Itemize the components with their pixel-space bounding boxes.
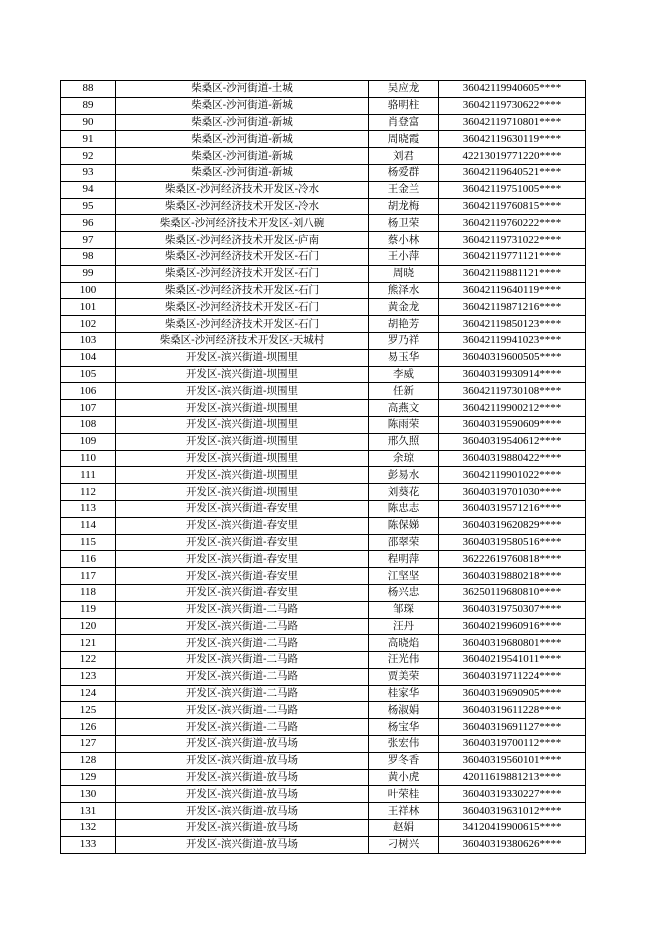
row-number: 108 — [61, 416, 116, 433]
area-cell: 柴桑区-沙河经济技术开发区-石门 — [116, 316, 369, 333]
table-row — [61, 198, 586, 215]
id-number-cell: 36040319930914**** — [439, 366, 586, 383]
row-number: 131 — [61, 803, 116, 820]
name-cell: 刁树兴 — [369, 836, 439, 853]
area-cell: 开发区-滨兴街道-春安里 — [116, 584, 369, 601]
id-number-cell: 36040319750307**** — [439, 601, 586, 618]
area-cell: 开发区-滨兴街道-春安里 — [116, 517, 369, 534]
table-row — [61, 719, 586, 736]
data-table — [60, 80, 586, 854]
name-cell: 易玉华 — [369, 349, 439, 366]
row-number: 115 — [61, 534, 116, 551]
name-cell: 刘君 — [369, 148, 439, 165]
name-cell: 邵翠荣 — [369, 534, 439, 551]
area-cell: 开发区-滨兴街道-放马场 — [116, 836, 369, 853]
id-number-cell: 36040319701030**** — [439, 484, 586, 501]
name-cell: 王金兰 — [369, 181, 439, 198]
table-row — [61, 467, 586, 484]
table-row — [61, 517, 586, 534]
name-cell: 江坚坚 — [369, 568, 439, 585]
table-row — [61, 702, 586, 719]
id-number-cell: 36042119850123**** — [439, 316, 586, 333]
table-row — [61, 736, 586, 753]
area-cell: 开发区-滨兴街道-坝围里 — [116, 349, 369, 366]
name-cell: 吴应龙 — [369, 81, 439, 98]
table-row — [61, 332, 586, 349]
area-cell: 柴桑区-沙河经济技术开发区-冷水 — [116, 181, 369, 198]
id-number-cell: 36042119900212**** — [439, 400, 586, 417]
area-cell: 柴桑区-沙河经济技术开发区-石门 — [116, 299, 369, 316]
id-number-cell: 36042119710801**** — [439, 114, 586, 131]
id-number-cell: 36042119901022**** — [439, 467, 586, 484]
name-cell: 陈雨荣 — [369, 416, 439, 433]
name-cell: 蔡小林 — [369, 232, 439, 249]
name-cell: 杨兴忠 — [369, 584, 439, 601]
table-row — [61, 685, 586, 702]
area-cell: 柴桑区-沙河经济技术开发区-冷水 — [116, 198, 369, 215]
area-cell: 柴桑区-沙河经济技术开发区-石门 — [116, 282, 369, 299]
id-number-cell: 36040319690905**** — [439, 685, 586, 702]
area-cell: 柴桑区-沙河经济技术开发区-天城村 — [116, 332, 369, 349]
name-cell: 罗乃祥 — [369, 332, 439, 349]
table-row — [61, 551, 586, 568]
row-number: 109 — [61, 433, 116, 450]
name-cell: 黄金龙 — [369, 299, 439, 316]
table-row — [61, 164, 586, 181]
id-number-cell: 36040319631012**** — [439, 803, 586, 820]
row-number: 122 — [61, 652, 116, 669]
area-cell: 开发区-滨兴街道-坝围里 — [116, 433, 369, 450]
row-number: 117 — [61, 568, 116, 585]
row-number: 111 — [61, 467, 116, 484]
name-cell: 贾美荣 — [369, 668, 439, 685]
table-row — [61, 584, 586, 601]
table-row — [61, 282, 586, 299]
table-row — [61, 416, 586, 433]
id-number-cell: 36042119940605**** — [439, 81, 586, 98]
area-cell: 开发区-滨兴街道-放马场 — [116, 803, 369, 820]
name-cell: 叶荣桂 — [369, 786, 439, 803]
area-cell: 柴桑区-沙河经济技术开发区-刘八碗 — [116, 215, 369, 232]
area-cell: 开发区-滨兴街道-坝围里 — [116, 450, 369, 467]
name-cell: 程明萍 — [369, 551, 439, 568]
row-number: 95 — [61, 198, 116, 215]
row-number: 92 — [61, 148, 116, 165]
area-cell: 开发区-滨兴街道-坝围里 — [116, 383, 369, 400]
row-number: 128 — [61, 752, 116, 769]
table-row — [61, 652, 586, 669]
id-number-cell: 36040319680801**** — [439, 635, 586, 652]
area-cell: 开发区-滨兴街道-坝围里 — [116, 467, 369, 484]
id-number-cell: 36040319880422**** — [439, 450, 586, 467]
table-row — [61, 433, 586, 450]
name-cell: 汪丹 — [369, 618, 439, 635]
name-cell: 高燕文 — [369, 400, 439, 417]
table-row — [61, 366, 586, 383]
name-cell: 邹琛 — [369, 601, 439, 618]
name-cell: 陈保娣 — [369, 517, 439, 534]
name-cell: 王祥林 — [369, 803, 439, 820]
row-number: 118 — [61, 584, 116, 601]
row-number: 125 — [61, 702, 116, 719]
id-number-cell: 36042119730108**** — [439, 383, 586, 400]
id-number-cell: 36042119731022**** — [439, 232, 586, 249]
row-number: 97 — [61, 232, 116, 249]
table-row — [61, 820, 586, 837]
id-number-cell: 36042119630119**** — [439, 131, 586, 148]
name-cell: 陈忠志 — [369, 500, 439, 517]
id-number-cell: 36040319611228**** — [439, 702, 586, 719]
name-cell: 杨淑娟 — [369, 702, 439, 719]
name-cell: 刘葵花 — [369, 484, 439, 501]
name-cell: 汪光伟 — [369, 652, 439, 669]
id-number-cell: 36042119760815**** — [439, 198, 586, 215]
row-number: 113 — [61, 500, 116, 517]
id-number-cell: 36042119941023**** — [439, 332, 586, 349]
id-number-cell: 36042119640119**** — [439, 282, 586, 299]
table-row — [61, 114, 586, 131]
table-row — [61, 265, 586, 282]
id-number-cell: 36040319880218**** — [439, 568, 586, 585]
area-cell: 开发区-滨兴街道-二马路 — [116, 702, 369, 719]
area-cell: 开发区-滨兴街道-放马场 — [116, 786, 369, 803]
row-number: 106 — [61, 383, 116, 400]
name-cell: 张宏伟 — [369, 736, 439, 753]
table-row — [61, 383, 586, 400]
area-cell: 开发区-滨兴街道-二马路 — [116, 635, 369, 652]
table-row — [61, 635, 586, 652]
table-row — [61, 349, 586, 366]
table-row — [61, 568, 586, 585]
row-number: 126 — [61, 719, 116, 736]
id-number-cell: 36250119680810**** — [439, 584, 586, 601]
id-number-cell: 36040319700112**** — [439, 736, 586, 753]
area-cell: 开发区-滨兴街道-春安里 — [116, 551, 369, 568]
row-number: 96 — [61, 215, 116, 232]
id-number-cell: 36042119751005**** — [439, 181, 586, 198]
row-number: 127 — [61, 736, 116, 753]
name-cell: 彭易水 — [369, 467, 439, 484]
row-number: 88 — [61, 81, 116, 98]
table-row — [61, 131, 586, 148]
area-cell: 开发区-滨兴街道-春安里 — [116, 534, 369, 551]
table-row — [61, 500, 586, 517]
row-number: 119 — [61, 601, 116, 618]
id-number-cell: 36040219960916**** — [439, 618, 586, 635]
id-number-cell: 36040319620829**** — [439, 517, 586, 534]
row-number: 105 — [61, 366, 116, 383]
name-cell: 熊泽水 — [369, 282, 439, 299]
table-row — [61, 534, 586, 551]
id-number-cell: 36040319691127**** — [439, 719, 586, 736]
table-row — [61, 181, 586, 198]
name-cell: 桂家华 — [369, 685, 439, 702]
row-number: 89 — [61, 97, 116, 114]
row-number: 100 — [61, 282, 116, 299]
row-number: 120 — [61, 618, 116, 635]
row-number: 98 — [61, 248, 116, 265]
row-number: 90 — [61, 114, 116, 131]
id-number-cell: 36040319330227**** — [439, 786, 586, 803]
id-number-cell: 36040319571216**** — [439, 500, 586, 517]
row-number: 132 — [61, 820, 116, 837]
table-row — [61, 232, 586, 249]
name-cell: 杨爱群 — [369, 164, 439, 181]
row-number: 103 — [61, 332, 116, 349]
area-cell: 开发区-滨兴街道-放马场 — [116, 752, 369, 769]
row-number: 121 — [61, 635, 116, 652]
table-row — [61, 786, 586, 803]
row-number: 123 — [61, 668, 116, 685]
row-number: 91 — [61, 131, 116, 148]
name-cell: 骆明柱 — [369, 97, 439, 114]
id-number-cell: 36042119730622**** — [439, 97, 586, 114]
name-cell: 周晓霞 — [369, 131, 439, 148]
row-number: 99 — [61, 265, 116, 282]
area-cell: 柴桑区-沙河街道-土城 — [116, 81, 369, 98]
area-cell: 开发区-滨兴街道-放马场 — [116, 736, 369, 753]
table-row — [61, 400, 586, 417]
name-cell: 余琼 — [369, 450, 439, 467]
table-row — [61, 601, 586, 618]
area-cell: 柴桑区-沙河经济技术开发区-庐南 — [116, 232, 369, 249]
id-number-cell: 36040319580516**** — [439, 534, 586, 551]
table-row — [61, 97, 586, 114]
name-cell: 杨卫荣 — [369, 215, 439, 232]
name-cell: 黄小虎 — [369, 769, 439, 786]
name-cell: 胡龙梅 — [369, 198, 439, 215]
table-row — [61, 299, 586, 316]
row-number: 107 — [61, 400, 116, 417]
table-row — [61, 81, 586, 98]
area-cell: 开发区-滨兴街道-坝围里 — [116, 416, 369, 433]
area-cell: 开发区-滨兴街道-二马路 — [116, 652, 369, 669]
id-number-cell: 36042119771121**** — [439, 248, 586, 265]
table-row — [61, 836, 586, 853]
id-number-cell: 36040319600505**** — [439, 349, 586, 366]
area-cell: 开发区-滨兴街道-坝围里 — [116, 484, 369, 501]
area-cell: 开发区-滨兴街道-二马路 — [116, 618, 369, 635]
name-cell: 胡艳芳 — [369, 316, 439, 333]
table-row — [61, 484, 586, 501]
table-row — [61, 769, 586, 786]
id-number-cell: 36040319560101**** — [439, 752, 586, 769]
id-number-cell: 36042119871216**** — [439, 299, 586, 316]
row-number: 104 — [61, 349, 116, 366]
row-number: 93 — [61, 164, 116, 181]
row-number: 110 — [61, 450, 116, 467]
id-number-cell: 36042119640521**** — [439, 164, 586, 181]
table-row — [61, 803, 586, 820]
area-cell: 柴桑区-沙河街道-新城 — [116, 131, 369, 148]
area-cell: 开发区-滨兴街道-坝围里 — [116, 366, 369, 383]
area-cell: 开发区-滨兴街道-二马路 — [116, 668, 369, 685]
area-cell: 柴桑区-沙河经济技术开发区-石门 — [116, 265, 369, 282]
name-cell: 高晓焰 — [369, 635, 439, 652]
id-number-cell: 36042119881121**** — [439, 265, 586, 282]
area-cell: 开发区-滨兴街道-二马路 — [116, 685, 369, 702]
name-cell: 王小萍 — [369, 248, 439, 265]
area-cell: 开发区-滨兴街道-坝围里 — [116, 400, 369, 417]
id-number-cell: 36040319540612**** — [439, 433, 586, 450]
table-row — [61, 148, 586, 165]
name-cell: 李威 — [369, 366, 439, 383]
id-number-cell: 36040319590609**** — [439, 416, 586, 433]
id-number-cell: 42011619881213**** — [439, 769, 586, 786]
row-number: 124 — [61, 685, 116, 702]
id-number-cell: 36040319380626**** — [439, 836, 586, 853]
row-number: 114 — [61, 517, 116, 534]
row-number: 130 — [61, 786, 116, 803]
id-number-cell: 34120419900615**** — [439, 820, 586, 837]
table-body — [61, 81, 586, 854]
area-cell: 开发区-滨兴街道-二马路 — [116, 719, 369, 736]
name-cell: 赵娟 — [369, 820, 439, 837]
id-number-cell: 36042119760222**** — [439, 215, 586, 232]
id-number-cell: 36040219541011**** — [439, 652, 586, 669]
area-cell: 开发区-滨兴街道-放马场 — [116, 769, 369, 786]
row-number: 116 — [61, 551, 116, 568]
row-number: 101 — [61, 299, 116, 316]
row-number: 102 — [61, 316, 116, 333]
table-row — [61, 215, 586, 232]
table-row — [61, 752, 586, 769]
area-cell: 开发区-滨兴街道-春安里 — [116, 568, 369, 585]
area-cell: 开发区-滨兴街道-春安里 — [116, 500, 369, 517]
area-cell: 开发区-滨兴街道-放马场 — [116, 820, 369, 837]
row-number: 129 — [61, 769, 116, 786]
id-number-cell: 42213019771220**** — [439, 148, 586, 165]
name-cell: 肖登富 — [369, 114, 439, 131]
table-row — [61, 450, 586, 467]
row-number: 112 — [61, 484, 116, 501]
table-row — [61, 618, 586, 635]
id-number-cell: 36222619760818**** — [439, 551, 586, 568]
area-cell: 柴桑区-沙河街道-新城 — [116, 148, 369, 165]
area-cell: 柴桑区-沙河街道-新城 — [116, 164, 369, 181]
name-cell: 任新 — [369, 383, 439, 400]
row-number: 133 — [61, 836, 116, 853]
table-row — [61, 668, 586, 685]
area-cell: 柴桑区-沙河经济技术开发区-石门 — [116, 248, 369, 265]
row-number: 94 — [61, 181, 116, 198]
table-row — [61, 316, 586, 333]
id-number-cell: 36040319711224**** — [439, 668, 586, 685]
area-cell: 开发区-滨兴街道-二马路 — [116, 601, 369, 618]
table-row — [61, 248, 586, 265]
area-cell: 柴桑区-沙河街道-新城 — [116, 97, 369, 114]
name-cell: 杨宝华 — [369, 719, 439, 736]
name-cell: 罗冬香 — [369, 752, 439, 769]
name-cell: 邢久照 — [369, 433, 439, 450]
area-cell: 柴桑区-沙河街道-新城 — [116, 114, 369, 131]
name-cell: 周晓 — [369, 265, 439, 282]
